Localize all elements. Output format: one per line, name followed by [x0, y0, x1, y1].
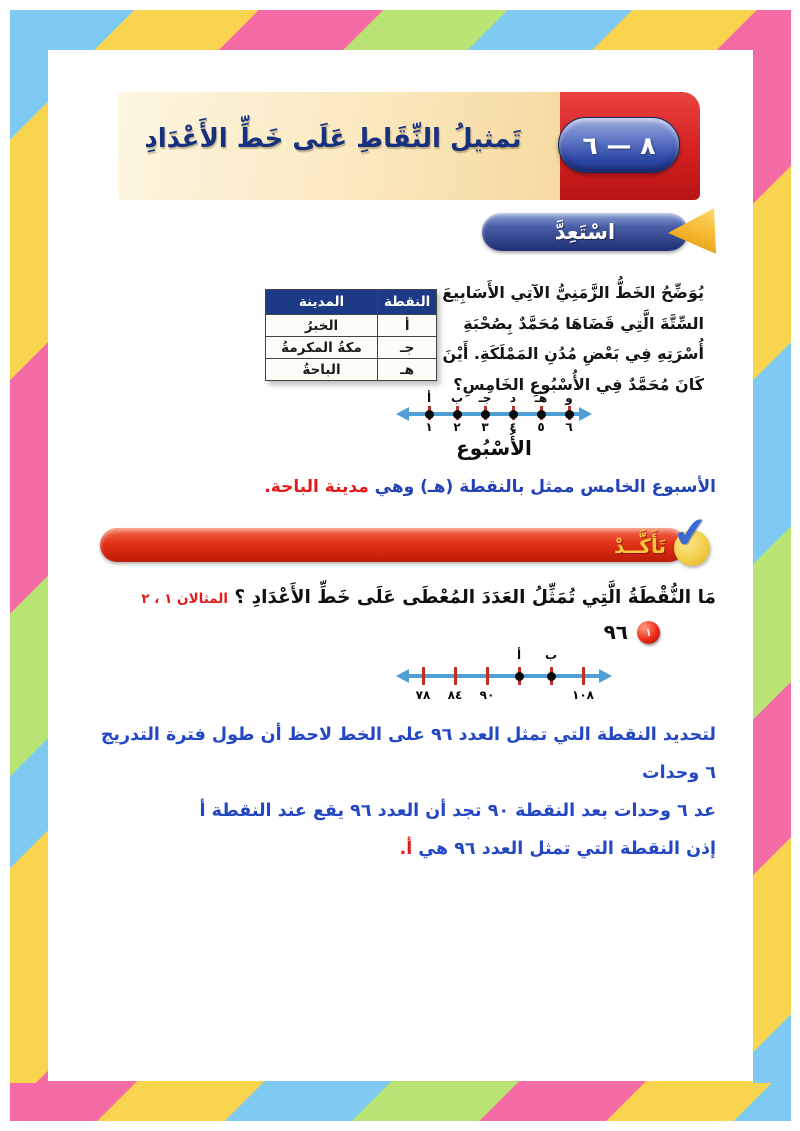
table-header-row	[266, 290, 437, 315]
lesson-title: تَمثيلُ النِّقَاطِ عَلَى خَطِّ الأَعْدَادِ	[144, 124, 522, 154]
tick-value: ١	[425, 420, 433, 434]
number-line-axis	[406, 674, 602, 678]
solution-line-3-blue: إذن النقطة التي تمثل العدد ٩٦ هي	[412, 839, 716, 860]
confirm-banner-label: تَأَكَّــدْ	[614, 534, 666, 558]
point-city-table	[265, 289, 437, 381]
tick-value: ٤	[509, 420, 517, 434]
weeks-number-line	[398, 392, 590, 436]
lesson-header	[118, 92, 700, 200]
point-label: ب	[450, 391, 464, 405]
tick-value: ٦	[565, 420, 573, 434]
lesson-number-badge: ٨ — ٦	[558, 117, 680, 173]
question-text: مَا النُّقْطَةُ الَّتِي تُمَثِّلُ العَدَدَ المُعْطَى عَلَى خَطِّ الأَعْدَادِ ؟	[234, 587, 716, 608]
frame-left-stripes	[10, 48, 48, 1083]
table-row	[266, 337, 437, 359]
point-dot	[565, 410, 574, 419]
point-dot	[481, 410, 490, 419]
point-dot	[537, 410, 546, 419]
point-label: د	[509, 391, 517, 405]
table-row	[266, 359, 437, 381]
frame-bottom-stripes	[10, 1081, 791, 1121]
column-header-point: النقطة	[378, 290, 437, 315]
answer-blue-text: الأسبوع الخامس ممثل بالنقطة (هـ) وهي	[368, 477, 716, 497]
tick-value: ٩٠	[479, 688, 495, 702]
tick-value: ٧٨	[415, 688, 431, 702]
tick-mark	[454, 667, 457, 685]
confirm-question	[141, 587, 716, 608]
tick-value: ٨٤	[447, 688, 463, 702]
item-value: ٩٦	[603, 620, 628, 644]
point-dot	[547, 672, 556, 681]
point-label: هـ	[534, 391, 548, 405]
warmup-banner-label: اسْتَعِدَّ	[482, 213, 688, 251]
exercise-item	[604, 620, 660, 644]
solution-line-3-red: أ.	[399, 839, 413, 860]
warmup-problem-text: يُوَضِّحُ الخَطُّ الزَّمَنِيُّ الآتِي الأَسَابِيعَ السِّتَّةَ الَّتِي قَضَاهَا مُحَمَّدٌ بِصُحْبَةِ أُسْرَتِهِ فِي بَعْضِ مُدُنِ المَمْلَكَةِ. أَيْنَ كَانَ مُحَمَّدٌ فِي الأُسْبُوعِ الخَامِسِ؟	[442, 283, 704, 395]
point-label: و	[565, 391, 573, 405]
tick-mark	[582, 667, 585, 685]
column-header-city: المدينة	[266, 290, 378, 315]
number-line-caption: الأُسْبُوع	[456, 436, 532, 460]
point-label: جـ	[478, 391, 492, 405]
warmup-banner	[482, 204, 716, 258]
point-dot	[425, 410, 434, 419]
point-dot	[509, 410, 518, 419]
examples-reference: المثالان ١ ، ٢	[141, 591, 228, 607]
frame-right-stripes	[753, 48, 791, 1083]
values-number-line	[396, 646, 612, 708]
tick-value: ٣	[481, 420, 489, 434]
city-cell: الخبرُ	[266, 315, 378, 337]
answer-red-text: مدينة الباحة.	[264, 477, 369, 497]
tick-value: ٥	[537, 420, 545, 434]
point-cell: جـ	[378, 337, 437, 359]
arrow-left-icon	[396, 669, 409, 683]
point-cell: هـ	[378, 359, 437, 381]
solution-line-1: لتحديد النقطة التي تمثل العدد ٩٦ على الخط لاحظ أن طول فترة التدريج ٦ وحدات	[100, 725, 716, 784]
point-dot	[515, 672, 524, 681]
tick-value: ١٠٨	[572, 688, 594, 702]
table-row	[266, 315, 437, 337]
frame-top-stripes	[10, 10, 791, 50]
point-label: أ	[426, 391, 432, 405]
point-dot	[453, 410, 462, 419]
warmup-answer	[264, 477, 716, 497]
confirm-banner	[100, 506, 714, 572]
tick-mark	[486, 667, 489, 685]
solution-text	[88, 716, 716, 869]
solution-line-2: عد ٦ وحدات بعد النقطة ٩٠ تجد أن العدد ٩٦ يقع عند النقطة أ	[199, 801, 716, 822]
point-label: ب	[544, 648, 558, 662]
point-cell: أ	[378, 315, 437, 337]
checkmark-icon: ✔	[670, 506, 711, 559]
city-cell: مكةُ المكرمةُ	[266, 337, 378, 359]
tick-mark	[422, 667, 425, 685]
point-label: أ	[516, 648, 522, 662]
tick-value: ٢	[453, 420, 461, 434]
confirm-banner-pill	[100, 528, 686, 562]
arrow-right-icon	[579, 407, 592, 421]
arrow-left-icon	[396, 407, 409, 421]
solution-line-3	[88, 830, 716, 868]
city-cell: الباحةُ	[266, 359, 378, 381]
item-number-bullet: ١	[637, 621, 660, 644]
arrow-right-icon	[599, 669, 612, 683]
